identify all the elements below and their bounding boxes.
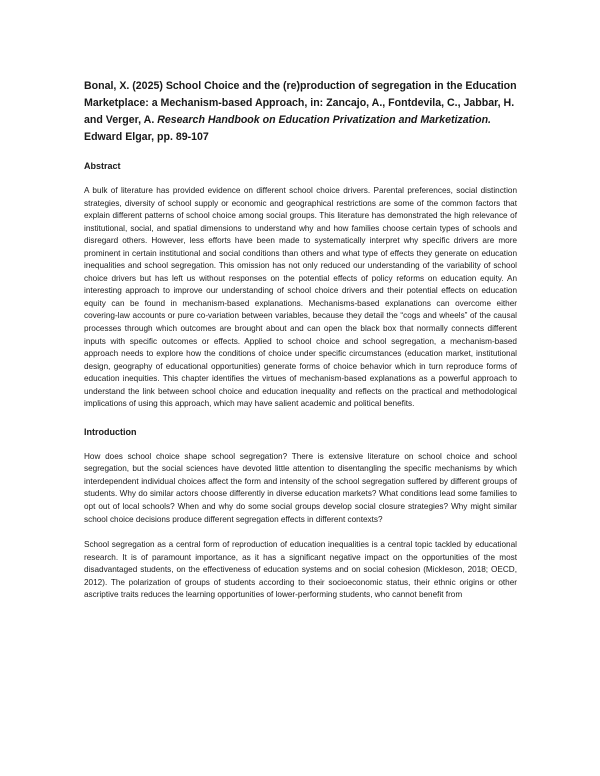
introduction-paragraph-2: School segregation as a central form of reproduction of education inequalities is a central topic tackled by educational research. It is of paramount importance, as it has a significant negative impact on the opportunities of the most disadvantaged students, on the effectiveness of education systems and on social cohesion (Mickleson, 2018; OECD, 2012). The polarization of groups of students according to their socioeconomic status, their ethnic origins or other ascriptive traits reduces the learning opportunities of lower-performing students, who cannot benefit from [84,540,517,600]
paper-page [84,78,517,615]
abstract-heading: Abstract [84,161,121,171]
citation-book-title: Research Handbook on Education Privatization and Marketization. [157,114,491,126]
abstract-text: A bulk of literature has provided evidence on different school choice drivers. Parental preferences, social distinction strategies, diversity of school supply or economic and geographical restrictions are some of the common factors that explain different patterns of school choice among social groups. This literature has demonstrated the high relevance of institutional, social, and spatial dimensions to understand why and how families choose certain types of schools and disregard others. However, less efforts have been made to systematically interpret why specific drivers are more prominent in certain institutional and social conditions than others and what type of effects they generate on education inequalities and school segregation. This omission has not only reduced our understanding of the variability of school choice drivers but has left us without responses on the potential effects of policy reforms on education equity. An interesting approach to improve our understanding of school choice drivers and their potential effects on education equity can be found in mechanism-based explanations. Mechanisms-based explanations can overcome either covering-law accounts or pure co-variation between variables, because they detail the “cogs and wheels” of the causal processes through which outcomes are brought about and can open the black box that normally connects different inputs with specific outcomes or effects. Applied to school choice and school segregation, a mechanism-based approach needs to explore how the conditions of choice under specific circumstances (education market, institutional design, geography of educational opportunities) generate forms of choice behavior which in turn reproduce forms of education inequities. This chapter identifies the virtues of mechanism-based explanations as a powerful approach to understand the link between school choice and education inequality and reflects on the practical and methodological implications of using this approach, which may have salient academic and political benefits. [84,186,517,409]
citation-reference [84,78,517,146]
introduction-heading: Introduction [84,426,137,437]
citation-publisher-pages: Edward Elgar, pp. 89-107 [84,131,209,143]
citation-authors-and-chapter: Bonal, X. (2025) School Choice and the (re)production of segregation in the Education Marketplace: a Mechanism-based Approach, in: Zancajo, A., Fontdevila, C., Jabbar, H. and Verger, A. [84,80,517,126]
introduction-paragraph-1: How does school choice shape school segregation? There is extensive literature on school choice and school segregation, but the social sciences have devoted little attention to disentangling the specific mechanisms by which interdependent individual choices affect the form and intensity of the school segregation suffered by different groups of students. Why do similar actors choose differently in diverse education markets? What conditions lead some families to opt out of local schools? When and why do some social groups develop social closure strategies? Why might similar school choice decisions produce different segregation effects in different contexts? [84,451,517,524]
